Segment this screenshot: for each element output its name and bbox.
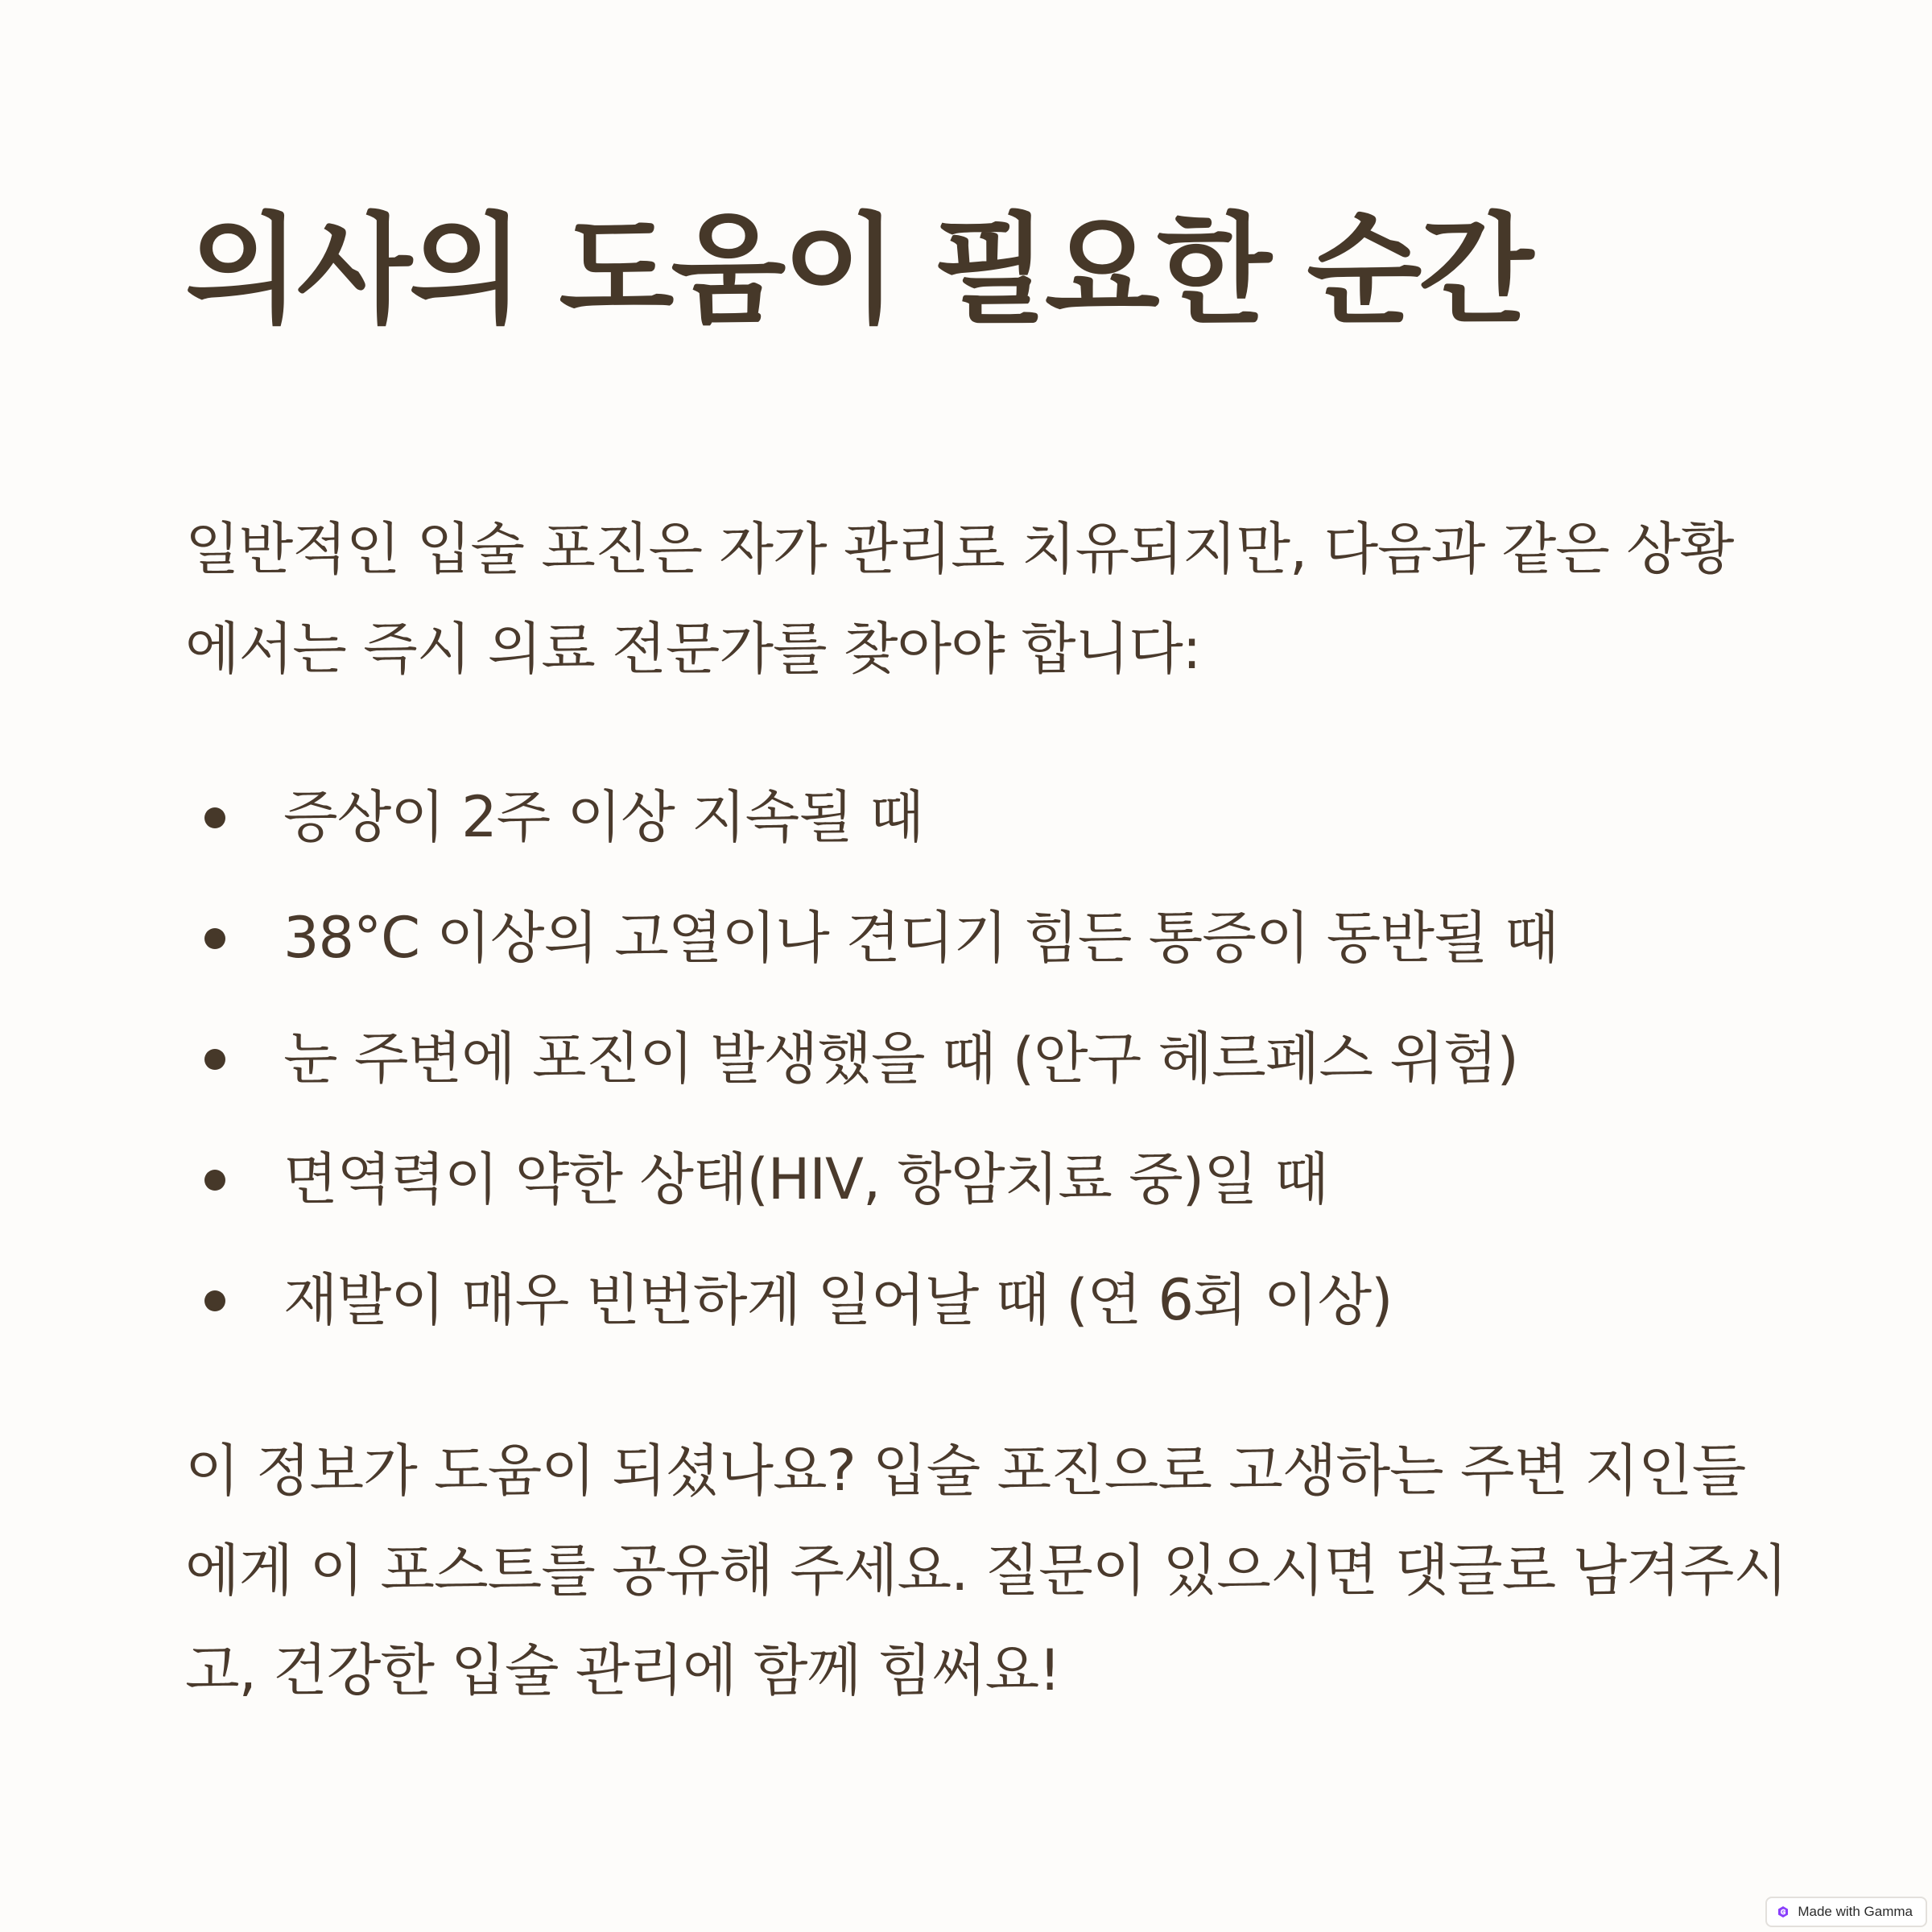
symptom-list <box>185 773 1558 1377</box>
list-item <box>185 894 1558 1014</box>
bullet-icon <box>204 928 225 949</box>
list-item-text: 증상이 2주 이상 지속될 때 <box>283 784 923 850</box>
closing-paragraph: 이 정보가 도움이 되셨나요? 입술 포진으로 고생하는 주변 지인들에게 이 포스트를 공유해 주세요. 질문이 있으시면 댓글로 남겨주시고, 건강한 입술 관리에 함께 힘써요! <box>185 1438 1787 1703</box>
list-item-text: 면역력이 약한 상태(HIV, 항암치료 중)일 때 <box>283 1146 1328 1212</box>
bullet-icon <box>204 807 225 828</box>
list-item-text: 재발이 매우 빈번하게 일어날 때 (연 6회 이상) <box>283 1267 1393 1333</box>
list-item <box>185 1135 1558 1256</box>
list-item-text: 38°C 이상의 고열이나 견디기 힘든 통증이 동반될 때 <box>283 905 1558 971</box>
list-item <box>185 1256 1558 1377</box>
page-title: 의사의 도움이 필요한 순간 <box>185 201 1531 340</box>
bullet-icon <box>204 1049 225 1070</box>
list-item <box>185 1014 1558 1135</box>
gamma-logo-icon <box>1777 1905 1790 1918</box>
list-item-text: 눈 주변에 포진이 발생했을 때 (안구 헤르페스 위험) <box>283 1026 1518 1092</box>
made-with-gamma-badge[interactable] <box>1765 1897 1927 1927</box>
bullet-icon <box>204 1290 225 1311</box>
bullet-icon <box>204 1170 225 1191</box>
badge-label: Made with Gamma <box>1798 1904 1913 1919</box>
list-item <box>185 773 1558 894</box>
intro-paragraph: 일반적인 입술 포진은 자가 관리로 치유되지만, 다음과 같은 상황에서는 즉시 의료 전문가를 찾아야 합니다: <box>185 516 1734 682</box>
